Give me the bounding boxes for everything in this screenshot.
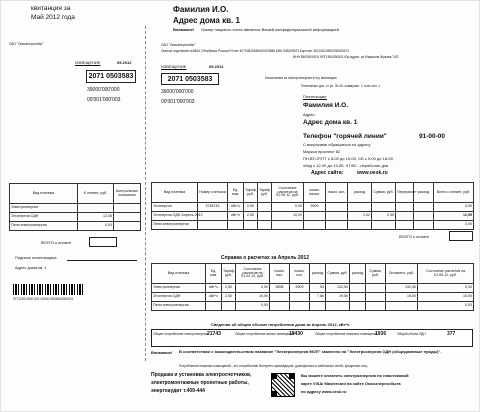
rc-row-name: Эл.энергия ОДН Апрель 2012	[152, 212, 198, 221]
ref-col-unit: Ед. изм.	[206, 264, 222, 284]
stub-address: Адрес дома кв. 1	[15, 265, 47, 270]
table-row	[10, 204, 141, 213]
signature-line	[67, 260, 137, 261]
stub-col-type: Вид платежа	[10, 184, 78, 204]
stub-row-name: Эл.энергия ОДН	[10, 213, 78, 222]
stub-signature-label: Подпись плательщика	[15, 255, 57, 260]
ref-col-state: Состояние расчетов на 01.04.12, руб.	[236, 264, 270, 284]
ref-row-state2: 0,00	[418, 302, 474, 311]
summary-title: Сведения об общем объеме потребления дома за Апрель 2012, кВт*ч	[211, 322, 350, 327]
ref-row-tariff: 2,50	[222, 293, 236, 302]
receipt-payer-address: Адрес дома кв. 1	[303, 119, 358, 126]
ref-row-state2: 10,00	[418, 293, 474, 302]
table-row	[152, 302, 474, 311]
stub-payment-table	[9, 183, 141, 231]
rc-row-state: 10,00	[272, 212, 304, 221]
table-row	[152, 212, 474, 221]
rc-col-rate: Тариф руб.	[258, 183, 272, 203]
table-row	[10, 213, 141, 222]
rc-col-cons: расход	[348, 183, 372, 203]
ref-row-prev	[270, 293, 290, 302]
stub-title-line2: Май 2012 года	[31, 14, 75, 21]
pay-line2: карте VISA/ Mastercard на сайте Омскэнергосбыта	[301, 381, 401, 386]
rc-row-recalc	[396, 203, 414, 212]
stub-notice-label: ИЗВЕЩЕНИЕ	[75, 60, 101, 65]
ad-line3: энергоаудит т.409-444	[151, 388, 205, 394]
qr-code	[271, 373, 295, 397]
rc-row-recalc-sum	[414, 203, 434, 212]
rc-row-cur	[326, 212, 348, 221]
rc-col-type: Вид платежа	[152, 183, 198, 203]
pay-line3[interactable]: по адресу www.oesk.ru	[301, 389, 347, 394]
receipt-debt-info: Начисления за электроэнергию в эту квитанцию	[265, 76, 337, 80]
summary-total-label: Общее потребление электроэнергии	[153, 332, 208, 336]
receipt-note-label: Внимание!	[173, 27, 195, 32]
stub-code1: 39000'000'000	[87, 87, 120, 93]
rc-row-prev: 5909	[304, 203, 326, 212]
receipt-payer-label: Плательщик:	[303, 94, 328, 99]
rc-col-recalc-sum: расход	[414, 183, 434, 203]
contact-address: Маркса проспект 82	[303, 149, 341, 154]
stub-row-name: Электроэнергия	[10, 204, 78, 213]
table-row	[152, 284, 474, 293]
receipt-payment-table	[151, 182, 474, 230]
ref-row-tariff: 2,50	[222, 284, 236, 293]
rc-row-cons	[348, 203, 372, 212]
receipt-code2: 00'001'000'003	[161, 99, 195, 105]
stub-row-sum	[78, 204, 114, 213]
stub-title-line1: квитанция за	[31, 5, 71, 12]
ref-row-name: Эл.энергия ОДН	[152, 293, 206, 302]
ref-row-paid: 132,50	[386, 284, 418, 293]
reference-title: Справка о расчетах за Апрель 2012	[221, 255, 309, 261]
rc-row-unit: кВт*ч	[228, 203, 244, 212]
stub-total-box	[89, 237, 117, 247]
stub-row-sum: 0,00	[78, 222, 114, 231]
rc-row-recalc-sum	[414, 212, 434, 221]
table-row	[152, 293, 474, 302]
table-row	[10, 222, 141, 231]
ref-row-rc	[350, 284, 366, 293]
rc-col-cur: показ. кон.	[326, 183, 348, 203]
hours-line1: ПН,ВТ,СР,ПТ с 8-00 до 19-00, СБ с 9-00 до 18-00,	[303, 156, 394, 161]
rc-col-sum: Сумма, руб.	[372, 183, 396, 203]
ref-col-sum: Сумма, руб.	[326, 264, 350, 284]
ref-col-state2: Состояние расчетов на 01.05.12, руб.	[418, 264, 474, 284]
ref-row-state: 0,00	[236, 302, 270, 311]
stub-code2: 00'001'000'003	[87, 97, 121, 103]
ref-row-paid: 19,50	[386, 293, 418, 302]
receipt-address: Адрес дома кв. 1	[173, 16, 240, 25]
summary-odn-value: 377	[447, 331, 456, 337]
ref-row-unit: кВт*ч	[206, 284, 222, 293]
ad-line2: электромонтажные проектные работы,	[151, 380, 249, 386]
receipt-inn: ИНН 5503091919, КПП 554250001 Юр.адрес: ул.Маршала Жукова 74/2	[293, 55, 399, 59]
ref-row-rsum	[366, 293, 386, 302]
footer-notice-text: В соответствии с законодательством название "Электроэнергия МОП" заменено на "Электроэнергия ОДН (общедомовые нужды)".	[179, 349, 442, 354]
ref-row-state: 0,00	[236, 284, 270, 293]
hotline-number: 91-00-00	[419, 133, 446, 140]
rc-row-cons: 1,02	[348, 212, 372, 221]
ref-row-name: Электроэнергия	[152, 284, 206, 293]
receipt-name: Фамилия И.О.	[173, 5, 229, 14]
cut-line	[145, 26, 146, 361]
rc-row-state: 0,00	[272, 203, 304, 212]
receipt-addr-label: Адрес:	[303, 112, 316, 117]
stub-row-name: Пени электроэнергия	[10, 222, 78, 231]
rc-col-counter: Номер счетчика	[198, 183, 228, 203]
ref-row-cons: 53	[310, 284, 326, 293]
stub-col-due: К оплате, руб.	[78, 184, 114, 204]
hotline-label: Телефон "горячей линии"	[303, 133, 387, 140]
stub-org: ОАО "Омскэнергосбыт"	[9, 42, 44, 46]
footer-notice-label: Внимание!	[151, 350, 173, 355]
rc-row-sum	[372, 203, 396, 212]
rc-col-state: Состояние расчетов на 01.05.12, руб.	[272, 183, 304, 203]
ref-row-state2: 0,00	[418, 284, 474, 293]
reference-table	[151, 263, 474, 311]
rc-col-recalc: Перерасчет	[396, 183, 414, 203]
ref-row-cons: 7,80	[310, 293, 326, 302]
rc-col-total: Всего к оплате, руб.	[434, 183, 474, 203]
rc-row-total: 12,55	[434, 212, 474, 221]
receipt-bank: Омское отделение №8634 Сбербанка России Р/счет 40702810645000103566 БИК 045209673 Кор/счет 30101810900000000673	[161, 49, 349, 53]
rc-row-name: Пени электроэнергия	[152, 221, 198, 230]
stub-notice-period: 05.2012	[117, 60, 132, 65]
ref-col-cur: показ. кон.	[290, 264, 310, 284]
rc-row-prev	[304, 212, 326, 221]
summary-res-value: 19430	[289, 331, 303, 337]
ref-row-cur	[290, 293, 310, 302]
stub-col-control: Контрольные показания	[114, 184, 141, 204]
receipt-total-box	[449, 231, 473, 241]
ref-col-rc: расход	[350, 264, 366, 284]
ref-row-rc	[350, 293, 366, 302]
summary-res-label: Общее потребление жилых помещений	[235, 332, 294, 336]
table-row	[152, 203, 474, 212]
ref-row-state: 10,00	[236, 293, 270, 302]
table-row	[152, 221, 474, 230]
receipt-notice-label: ИЗВЕЩЕНИЕ	[161, 64, 187, 69]
rc-row-tariff: 2,50	[244, 212, 258, 221]
ref-col-paid: Оплачено, руб.	[386, 264, 418, 284]
rc-row-cur	[326, 203, 348, 212]
ref-col-rsum: Сумма, руб.	[366, 264, 386, 284]
rc-row-total: 0,00	[434, 221, 474, 230]
pay-line1: Вы можете оплатить электроэнергию по пластиковой	[301, 373, 409, 378]
receipt-notice-period: 05.2012	[209, 64, 224, 69]
rc-row-sum: 2,55	[372, 212, 396, 221]
receipt-account: 2071 0503583	[161, 73, 219, 85]
receipt-payment-info: Платежные док. от ул. 30.40, коммунал. 1, в-во чел. 1	[301, 84, 381, 88]
receipt-payer-name: Фамилия И.О.	[303, 102, 349, 109]
summary-total-value: 21743	[207, 331, 221, 337]
ref-col-type: Вид платежа	[152, 264, 206, 284]
site-label: Адрес сайта:	[311, 170, 344, 176]
ref-col-cons: расход	[310, 264, 326, 284]
ref-row-unit: кВт*ч	[206, 293, 222, 302]
rc-row-tariff: 2,50	[244, 203, 258, 212]
rc-row-recalc	[396, 212, 414, 221]
summary-odn-label: Общий объем ОДН	[397, 332, 426, 336]
ref-row-sum: 132,50	[326, 284, 350, 293]
barcode-text: 9771203 0500 001 03000 0503600000001	[13, 297, 74, 301]
contact-label: С вопросами обращаться по адресу	[303, 142, 371, 147]
ref-row-cur: 5909	[290, 284, 310, 293]
stub-total-label: ВСЕГО к оплате	[41, 240, 71, 245]
receipt-total-label: ВСЕГО к оплате	[399, 234, 429, 239]
footer-notice-small: Потребление нежилых помещений - это потребление Интернет-провайдеров, домофонных и кабельных сетей, кредитных лиц.	[179, 364, 368, 368]
rc-col-prev: показ. начал.	[304, 183, 326, 203]
ref-col-tariff: Тариф, руб.	[222, 264, 236, 284]
rc-col-unit: Ед. изм.	[228, 183, 244, 203]
rc-row-total: 0,00	[434, 203, 474, 212]
ref-row-name: Пени электроэнергия	[152, 302, 206, 311]
summary-nonres-label: Общее потребление нежилых помещений	[315, 332, 378, 336]
site-link[interactable]: www.oesk.ru	[357, 170, 388, 176]
summary-nonres-value: 1936	[375, 331, 387, 337]
hours-line2: обед с 12-00 до 13-00, ЧТ,ВС - нерабочие дни	[303, 163, 389, 168]
stub-row-sum: 12,55	[78, 213, 114, 222]
barcode	[13, 284, 83, 295]
rc-row-counter: 3748743	[198, 203, 228, 212]
rc-row-name: Эл.энергия	[152, 203, 198, 212]
ref-row-prev: 5858	[270, 284, 290, 293]
ad-line1: Продажа и установка электросчетчиков,	[151, 372, 252, 378]
rc-row-unit: кВт*ч	[228, 212, 244, 221]
rc-col-tariff: Тариф, руб.	[244, 183, 258, 203]
receipt-org: ОАО "Омскэнергосбыт"	[161, 43, 196, 47]
receipt-note-text: Номер лицевого счета является Вашей конфиденциальной информацией	[201, 27, 339, 32]
ref-col-prev: показ. нач.	[270, 264, 290, 284]
stub-account: 2071 0503583	[86, 70, 136, 83]
ref-row-rsum	[366, 284, 386, 293]
ref-row-sum: 19,50	[326, 293, 350, 302]
receipt-code1: 39000'000'000	[161, 89, 194, 95]
